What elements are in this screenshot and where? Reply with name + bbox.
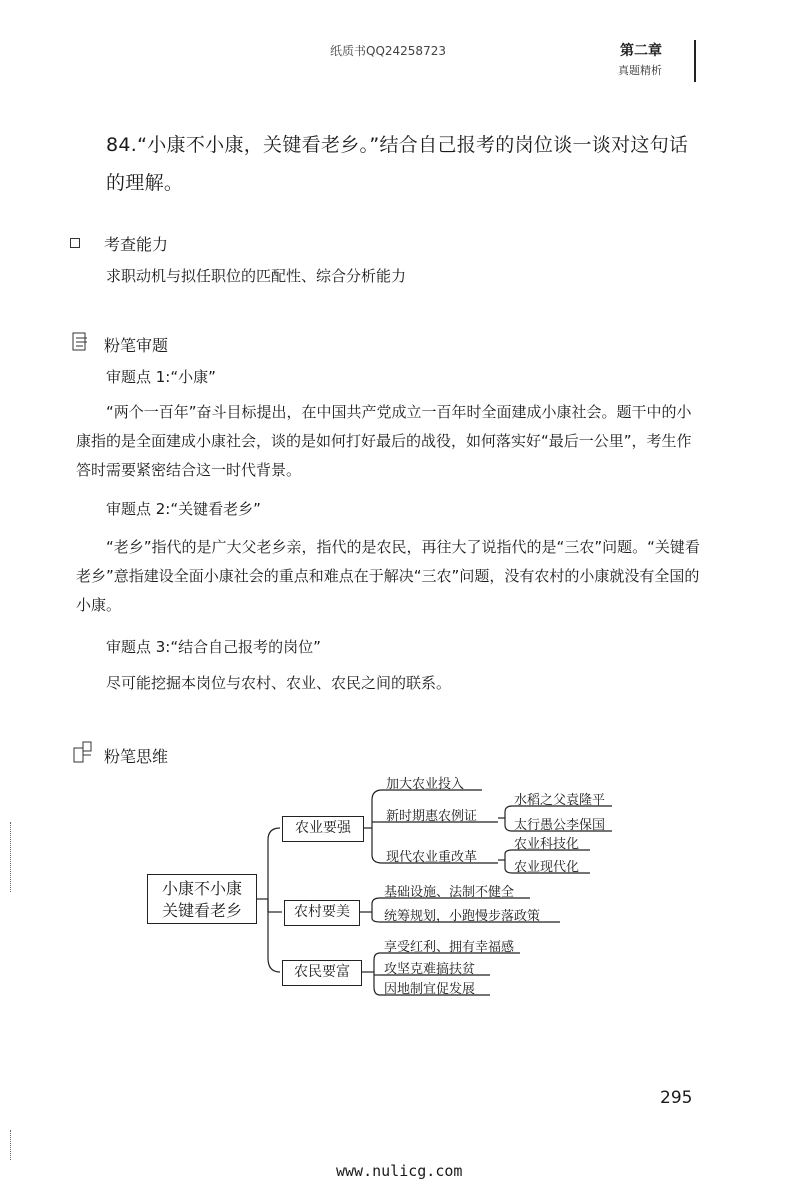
margin-dots-bottom (10, 1130, 13, 1160)
mindmap-leaf-3-3: 因地制宜促发展 (384, 982, 476, 997)
review-point-2-text: “老乡”指代的是广大父老乡亲，指代的是农民，再往大了说指代的是“三农”问题。“关键看老乡”意指建设全面小康社会的重点和难点在于解决“三农”问题，没有农村的小康就没有全国的小康。 (76, 538, 700, 614)
mindmap-leaf-1-2a: 水稻之父袁隆平 (514, 793, 606, 808)
mindmap-branch-1: 农业要强 (282, 816, 364, 842)
mindmap-leaf-1-3b: 农业现代化 (514, 860, 580, 875)
question-text: 84.“小康不小康，关键看老乡。”结合自己报考的岗位谈一谈对这句话的理解。 (106, 134, 689, 194)
section-review-title: 粉笔审题 (104, 336, 169, 355)
mindmap-leaf-1-3a: 农业科技化 (514, 837, 580, 852)
mindmap-leaf-1-2: 新时期惠农例证 (386, 809, 478, 824)
section-ability-text: 求职动机与拟任职位的匹配性、综合分析能力 (106, 267, 407, 285)
review-point-1-text: “两个一百年”奋斗目标提出，在中国共产党成立一百年时全面建成小康社会。题干中的小康指的是全面建成小康社会，谈的是如何打好最后的战役，如何落实好“最后一公里”，考生作答时需要紧密结合这一时代背景。 (76, 403, 692, 479)
mindmap-root-line1: 小康不小康 (161, 879, 242, 898)
review-point-3-text: 尽可能挖掘本岗位与农村、农业、农民之间的联系。 (106, 674, 452, 692)
review-point-2-label: 审题点 2:“关键看老乡” (106, 500, 261, 518)
mindmap-leaf-1-3: 现代农业重改革 (386, 850, 478, 865)
mindmap-branch-2: 农村要美 (284, 900, 360, 926)
mindmap-leaf-3-1: 享受红利、拥有幸福感 (384, 940, 515, 955)
mindmap-root (147, 874, 257, 924)
review-point-1-label: 审题点 1:“小康” (106, 368, 216, 386)
margin-dots-top (10, 822, 13, 892)
section-mindmap-title: 粉笔思维 (104, 747, 169, 766)
mindmap-branch-3: 农民要富 (282, 960, 362, 986)
mindmap-leaf-2-2: 统筹规划，小跑慢步落政策 (384, 909, 541, 924)
footer-url: www.nulicg.com (336, 1162, 463, 1180)
mindmap-leaf-1-2b: 太行愚公李保国 (514, 818, 606, 833)
mindmap-leaf-2-1: 基础设施、法制不健全 (384, 885, 515, 900)
review-point-3-label: 审题点 3:“结合自己报考的岗位” (106, 638, 321, 656)
header-source: 纸质书QQ24258723 (330, 44, 446, 58)
header-subtitle: 真题精析 (618, 64, 662, 77)
mindmap-root-line2: 关键看老乡 (161, 901, 242, 920)
mindmap-leaf-3-2: 攻坚克难搞扶贫 (384, 962, 476, 977)
page-number: 295 (660, 1088, 693, 1108)
header-chapter: 第二章 (620, 43, 662, 59)
section-ability-title: 考查能力 (104, 235, 169, 254)
mindmap-leaf-1-1: 加大农业投入 (386, 777, 465, 792)
